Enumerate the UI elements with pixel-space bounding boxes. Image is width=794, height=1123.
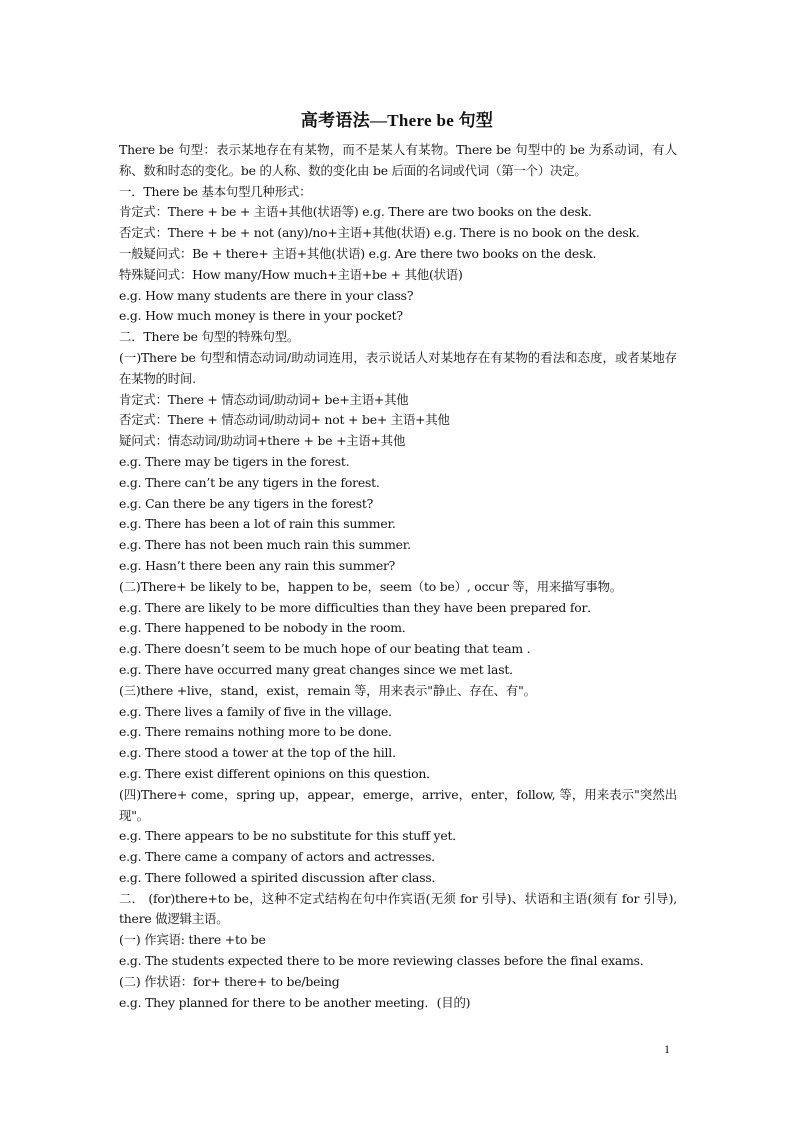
example-line: e.g. Hasn’t there been any rain this summer? — [119, 557, 396, 573]
text-line: 肯定式：There + be + 主语+其他(状语等) e.g. There are two books on the desk. — [119, 204, 592, 220]
paragraph-intro: There be 句型：表示某地存在有某物，而不是某人有某物。There be 句型中的 be 为系动词，有人称、数和时态的变化。be 的人称、数的变化由 be 后面的名词或代词（第一个）决定。 — [119, 142, 677, 178]
example-line: e.g. There stood a tower at the top of the hill. — [119, 745, 396, 761]
example-line: e.g. There have occurred many great changes since we met last． — [119, 661, 522, 677]
document-body — [119, 140, 677, 1013]
example-line: e.g. There may be tigers in the forest. — [119, 453, 350, 469]
example-line: e.g. There has not been much rain this summer. — [119, 537, 411, 553]
example-line: e.g. There has been a lot of rain this summer. — [119, 516, 396, 532]
text-line: 否定式：There + 情态动词/助动词+ not + be+ 主语+其他 — [119, 412, 450, 428]
section-heading-2: 二．There be 句型的特殊句型。 — [119, 329, 300, 345]
text-line: 否定式：There + be + not (any)/no+主语+其他(状语) e.g. There is no book on the desk. — [119, 225, 640, 241]
example-line: e.g. There remains nothing more to be done． — [119, 724, 401, 740]
example-line: e.g. How many students are there in your class? — [119, 287, 414, 303]
example-line: e.g. The students expected there to be more reviewing classes before the final exams． — [119, 953, 652, 969]
subsection-2: (二)There+ be likely to be，happen to be，seem（to be）, occur 等，用来描写事物。 — [119, 578, 623, 594]
example-line: e.g. How much money is there in your pocket? — [119, 308, 403, 324]
example-line: e.g. There are likely to be more difficulties than they have been prepared for． — [119, 599, 600, 615]
text-line: 疑问式：情态动词/助动词+there + be +主语+其他 — [119, 433, 406, 449]
section-heading-3: 二． (for)there+to be，这种不定式结构在句中作宾语(无须 for 引导)、状语和主语(须有 for 引导), there 做逻辑主语。 — [119, 890, 677, 927]
text-line: (一) 作宾语: there +to be — [119, 932, 266, 948]
example-line: e.g. They planned for there to be another meeting．(目的) — [119, 994, 471, 1010]
example-line: e.g. There doesn’t seem to be much hope of our beating that team . — [119, 641, 531, 657]
subsection-1: (一)There be 句型和情态动词/助动词连用，表示说话人对某地存在有某物的看法和态度，或者某地存在某物的时间. — [119, 349, 677, 386]
example-line: e.g. There lives a family of five in the village． — [119, 703, 401, 719]
text-line: 一般疑问式：Be + there+ 主语+其他(状语) e.g. Are there two books on the desk. — [119, 245, 597, 261]
example-line: e.g. There followed a spirited discussion after class． — [119, 869, 444, 885]
subsection-3: (三)there +live，stand，exist，remain 等，用来表示"静止、存在、有"。 — [119, 682, 536, 698]
example-line: e.g. There appears to be no substitute for this stuff yet． — [119, 828, 465, 844]
subsection-4: (四)There+ come，spring up，appear，emerge，arrive，enter，follow, 等，用来表示"突然出现"。 — [119, 786, 677, 823]
example-line: e.g. There can’t be any tigers in the forest. — [119, 474, 380, 490]
page-number: 1 — [664, 1042, 670, 1056]
example-line: e.g. Can there be any tigers in the forest? — [119, 495, 374, 511]
document-title: 高考语法—There be 句型 — [300, 111, 494, 130]
text-line: (二) 作状语：for+ there+ to be/being — [119, 973, 340, 989]
example-line: e.g. There exist different opinions on this question． — [119, 765, 439, 781]
section-heading-1: 一．There be 基本句型几种形式： — [119, 183, 312, 199]
example-line: e.g. There happened to be nobody in the room． — [119, 620, 414, 636]
text-line: 特殊疑问式：How many/How much+主语+be + 其他(状语) — [119, 266, 463, 282]
example-line: e.g. There came a company of actors and actresses． — [119, 849, 444, 865]
text-line: 肯定式：There + 情态动词/助动词+ be+主语+其他 — [119, 391, 409, 407]
